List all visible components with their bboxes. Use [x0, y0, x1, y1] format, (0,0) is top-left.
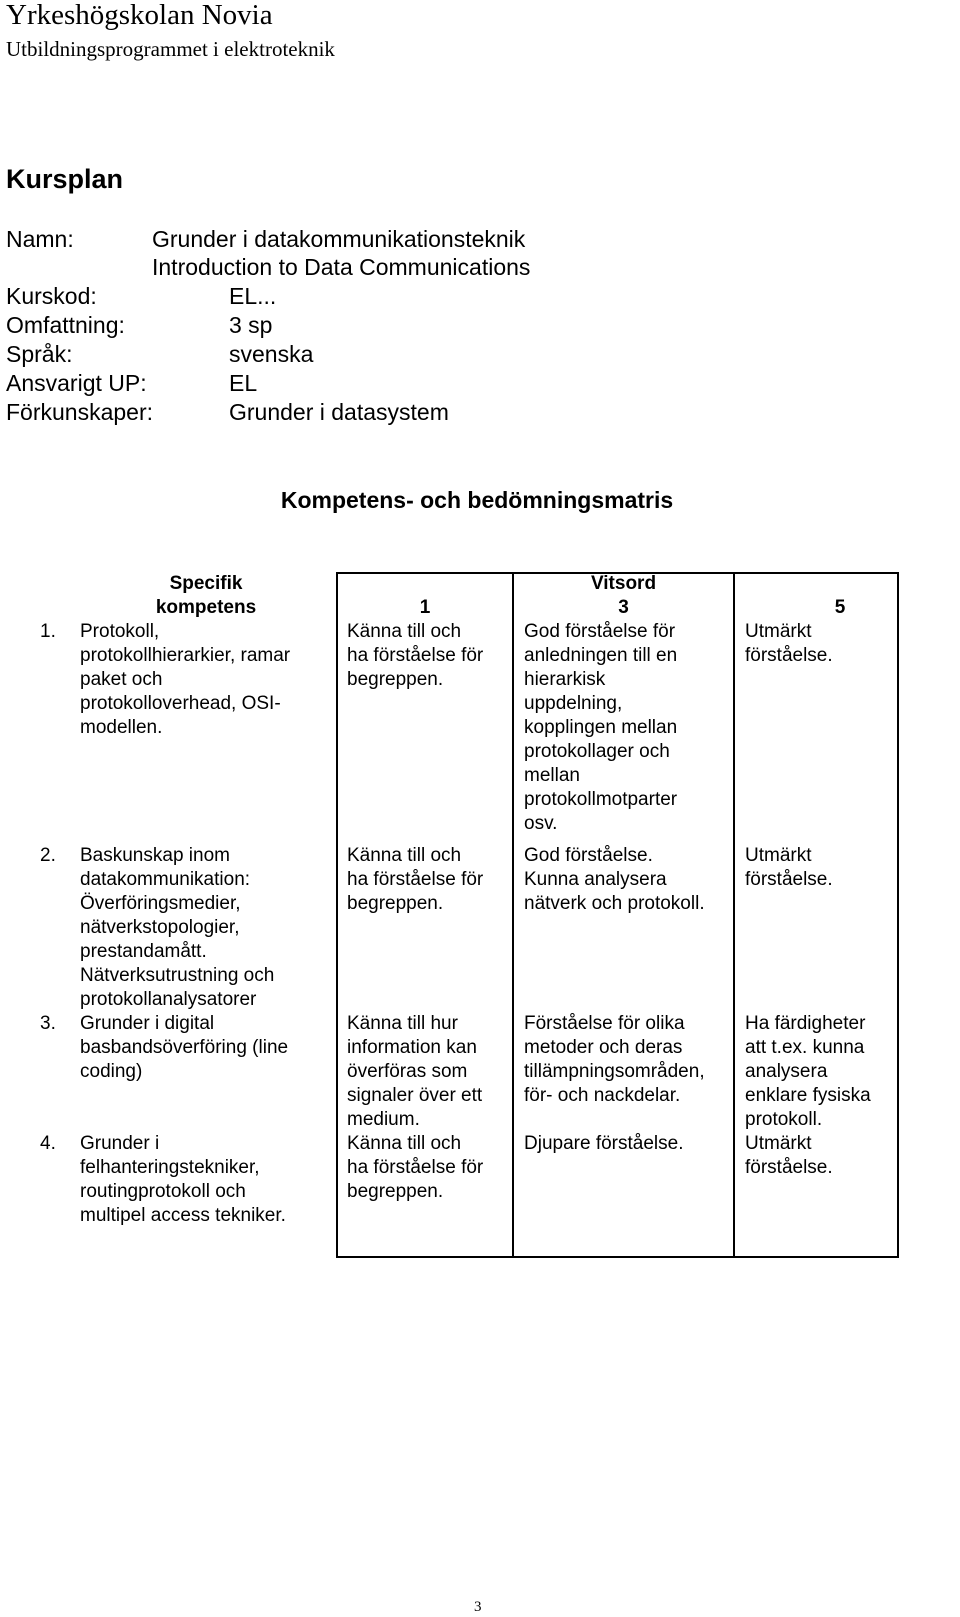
scope-label: Omfattning:: [6, 312, 125, 338]
name-label: Namn:: [6, 226, 74, 252]
header-competence: Specifik kompetens: [155, 573, 257, 618]
row-grade-3: God förståelse för anledningen till en hierarkisk uppdelning, kopplingen mellan protokollager och mellan protokollmotparter osv.: [524, 621, 678, 834]
course-name-sv: Grunder i datakommunikationsteknik: [152, 226, 526, 252]
row-competence: Baskunskap inom datakommunikation: Överföringsmedier, nätverkstopologier, prestandamått. Nätverksutrustning och protokollanalysatorer: [80, 845, 275, 1010]
course-scope: 3 sp: [229, 312, 273, 338]
prerequisites-label: Förkunskaper:: [6, 399, 154, 425]
course-code: EL...: [229, 283, 277, 309]
matrix-title: Kompetens- och bedömningsmatris: [280, 487, 674, 513]
row-grade-5: Utmärkt förståelse.: [745, 845, 833, 890]
matrix-bottom-border: [336, 1256, 899, 1258]
header-grade-title: Vitsord: [590, 573, 657, 594]
row-grade-5: Utmärkt förståelse.: [745, 621, 833, 666]
row-number: 3.: [40, 1013, 56, 1034]
language-label: Språk:: [6, 341, 73, 367]
row-number: 2.: [40, 845, 56, 866]
matrix-left-border: [336, 572, 338, 1258]
matrix-right-border: [897, 572, 899, 1258]
row-grade-1: Känna till och ha förståelse för begreppen.: [347, 1133, 484, 1202]
course-language: svenska: [229, 341, 314, 367]
row-grade-5: Utmärkt förståelse.: [745, 1133, 833, 1178]
row-number: 4.: [40, 1133, 56, 1154]
document-title: Kursplan: [6, 164, 124, 194]
course-responsible: EL: [229, 370, 258, 396]
row-competence: Grunder i felhanteringstekniker, routingprotokoll och multipel access tekniker.: [80, 1133, 286, 1226]
program-name: Utbildningsprogrammet i elektroteknik: [6, 37, 335, 61]
row-competence: Grunder i digital basbandsöverföring (line coding): [80, 1013, 289, 1082]
header-grade-5: 5: [834, 597, 846, 618]
competence-matrix: [0, 572, 960, 1258]
course-prerequisites: Grunder i datasystem: [229, 399, 449, 425]
row-grade-3: Förståelse för olika metoder och deras tillämpningsområden, för- och nackdelar.: [524, 1013, 705, 1106]
header-grade-1: 1: [419, 597, 431, 618]
matrix-divider-1: [512, 572, 514, 1258]
row-grade-3: Djupare förståelse.: [524, 1133, 684, 1154]
code-label: Kurskod:: [6, 283, 97, 309]
row-grade-5: Ha färdigheter att t.ex. kunna analysera enklare fysiska protokoll.: [745, 1013, 871, 1130]
row-number: 1.: [40, 621, 56, 642]
organization-name: Yrkeshögskolan Novia: [6, 0, 273, 31]
row-grade-3: God förståelse. Kunna analysera nätverk och protokoll.: [524, 845, 705, 914]
matrix-divider-2: [733, 572, 735, 1258]
row-grade-1: Känna till och ha förståelse för begreppen.: [347, 621, 484, 690]
page-number: 3: [474, 1599, 482, 1615]
row-grade-1: Känna till hur information kan överföras som signaler över ett medium.: [347, 1013, 483, 1130]
header-grade-3: 3: [618, 597, 629, 618]
row-grade-1: Känna till och ha förståelse för begreppen.: [347, 845, 484, 914]
responsible-label: Ansvarigt UP:: [6, 370, 147, 396]
row-competence: Protokoll, protokollhierarkier, ramar paket och protokolloverhead, OSI- modellen.: [80, 621, 291, 738]
course-name-en: Introduction to Data Communications: [152, 254, 531, 280]
